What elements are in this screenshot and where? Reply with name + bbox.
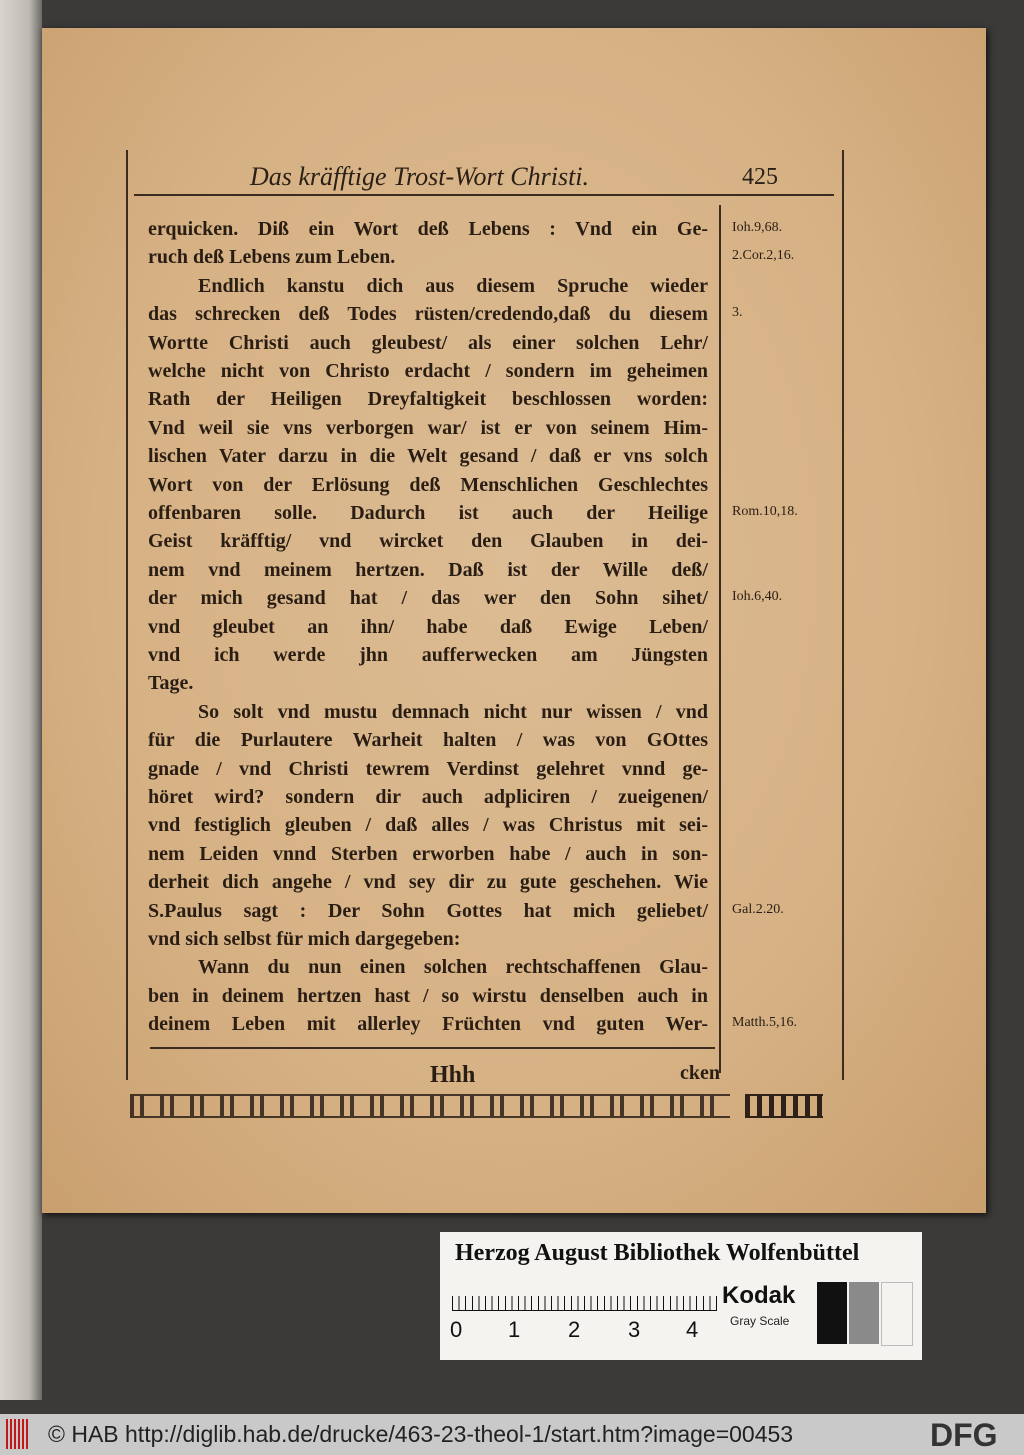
text-line: ruch deß Lebens zum Leben.	[148, 246, 396, 269]
gray-patch-mid	[849, 1282, 879, 1344]
text-line: der mich gesand hat / das wer den Sohn sihet/	[148, 587, 708, 610]
text-line: deinem Leben mit allerley Früchten vnd guten Wer-	[148, 1013, 708, 1036]
ruler-tick: 2	[568, 1317, 581, 1342]
gray-patch-white	[881, 1282, 913, 1346]
running-title: Das kräfftige Trost-Wort Christi.	[250, 162, 590, 191]
text-line: Geist kräfftig/ vnd wircket den Glauben in dei-	[148, 530, 708, 553]
ruler-tick: 0	[450, 1317, 463, 1342]
text-line: vnd sich selbst für mich dargegeben:	[148, 928, 461, 950]
margin-column-rule	[719, 205, 721, 1073]
color-calibration-card	[440, 1232, 922, 1360]
gray-scale-label: Gray Scale	[730, 1314, 790, 1328]
text-line: Wortte Christi auch gleubest/ als einer solchen Lehr/	[148, 331, 708, 354]
hab-logo-icon	[6, 1419, 28, 1449]
text-line: nem vnd meinem hertzen. Daß ist der Wille deß/	[148, 558, 708, 581]
kodak-brand: Kodak	[722, 1282, 796, 1309]
gray-patch-black	[817, 1282, 847, 1344]
text-line: vnd festiglich gleuben / daß alles / was Christus mit sei-	[148, 814, 708, 837]
text-line: So solt vnd mustu demnach nicht nur wissen / vnd	[198, 700, 708, 723]
text-line: Wann du nun einen solchen rechtschaffenen Glau-	[198, 956, 708, 979]
text-line: ben in deinem hertzen hast / so wirstu denselben auch in	[148, 984, 708, 1007]
text-line: Endlich kanstu dich aus diesem Spruche wieder	[198, 274, 708, 297]
text-line: derheit dich angehe / vnd sey dir zu gute geschehen. Wie	[148, 871, 708, 894]
ornament-border-right	[745, 1094, 823, 1118]
ornament-border	[130, 1094, 730, 1118]
ruler-tick: 3	[628, 1317, 641, 1342]
text-line: höret wird? sondern dir auch adpliciren / zueigenen/	[148, 786, 708, 808]
ruler-scale	[452, 1280, 717, 1311]
signature-mark: Hhh	[430, 1062, 476, 1088]
text-line: Wort von der Erlösung deß Menschlichen Geschlechtes	[148, 473, 708, 496]
ruler-tick: 1	[508, 1317, 521, 1342]
catchword: cken	[680, 1062, 720, 1084]
header-rule	[134, 194, 834, 196]
footer-rule	[150, 1047, 715, 1049]
text-line: für die Purlautere Warheit halten / was von GOttes	[148, 729, 708, 752]
text-line: Vnd weil sie vns verborgen war/ ist er von seinem Him-	[148, 416, 708, 439]
copyright-url[interactable]: © HAB http://diglib.hab.de/drucke/463-23-theol-1/start.htm?image=00453	[48, 1421, 794, 1447]
ruler-tick: 4	[686, 1317, 699, 1342]
text-line: welche nicht von Christo erdacht / sondern im geheimen	[148, 360, 708, 382]
footer-bar	[0, 1414, 1024, 1455]
text-line: S.Paulus sagt : Der Sohn Gottes hat mich geliebet/	[148, 899, 708, 922]
margin-note: 3.	[732, 305, 743, 321]
text-line: vnd ich werde jhn aufferwecken am Jüngsten	[148, 644, 708, 666]
previous-page-edge	[0, 0, 42, 1400]
margin-note: 2.Cor.2,16.	[732, 248, 795, 264]
page-number: 425	[742, 164, 778, 190]
text-line: gnade / vnd Christi tewrem Verdinst gelehret vnnd ge-	[148, 757, 708, 780]
margin-note: Gal.2.20.	[732, 901, 784, 917]
text-line: lischen Vater darzu in die Welt gesand / daß er vns solch	[148, 445, 708, 468]
margin-note: Rom.10,18.	[732, 504, 798, 519]
text-line: offenbaren solle. Dadurch ist auch der Heilige	[148, 502, 708, 524]
text-line: Tage.	[148, 672, 194, 695]
margin-note: Ioh.9,68.	[732, 220, 783, 235]
text-line: vnd gleubet an ihn/ habe daß Ewige Leben/	[148, 615, 708, 638]
text-line: das schrecken deß Todes rüsten/credendo,daß du diesem	[148, 303, 708, 326]
text-line: erquicken. Diß ein Wort deß Lebens : Vnd ein Ge-	[148, 218, 708, 240]
text-line: Rath der Heiligen Dreyfaltigkeit beschlossen worden:	[148, 388, 708, 411]
margin-note: Matth.5,16.	[732, 1015, 797, 1031]
institution-name: Herzog August Bibliothek Wolfenbüttel	[455, 1240, 860, 1266]
margin-note: Ioh.6,40.	[732, 589, 783, 605]
text-line: nem Leiden vnnd Sterben erworben habe / auch in son-	[148, 842, 708, 865]
dfg-logo: DFG	[930, 1417, 998, 1453]
